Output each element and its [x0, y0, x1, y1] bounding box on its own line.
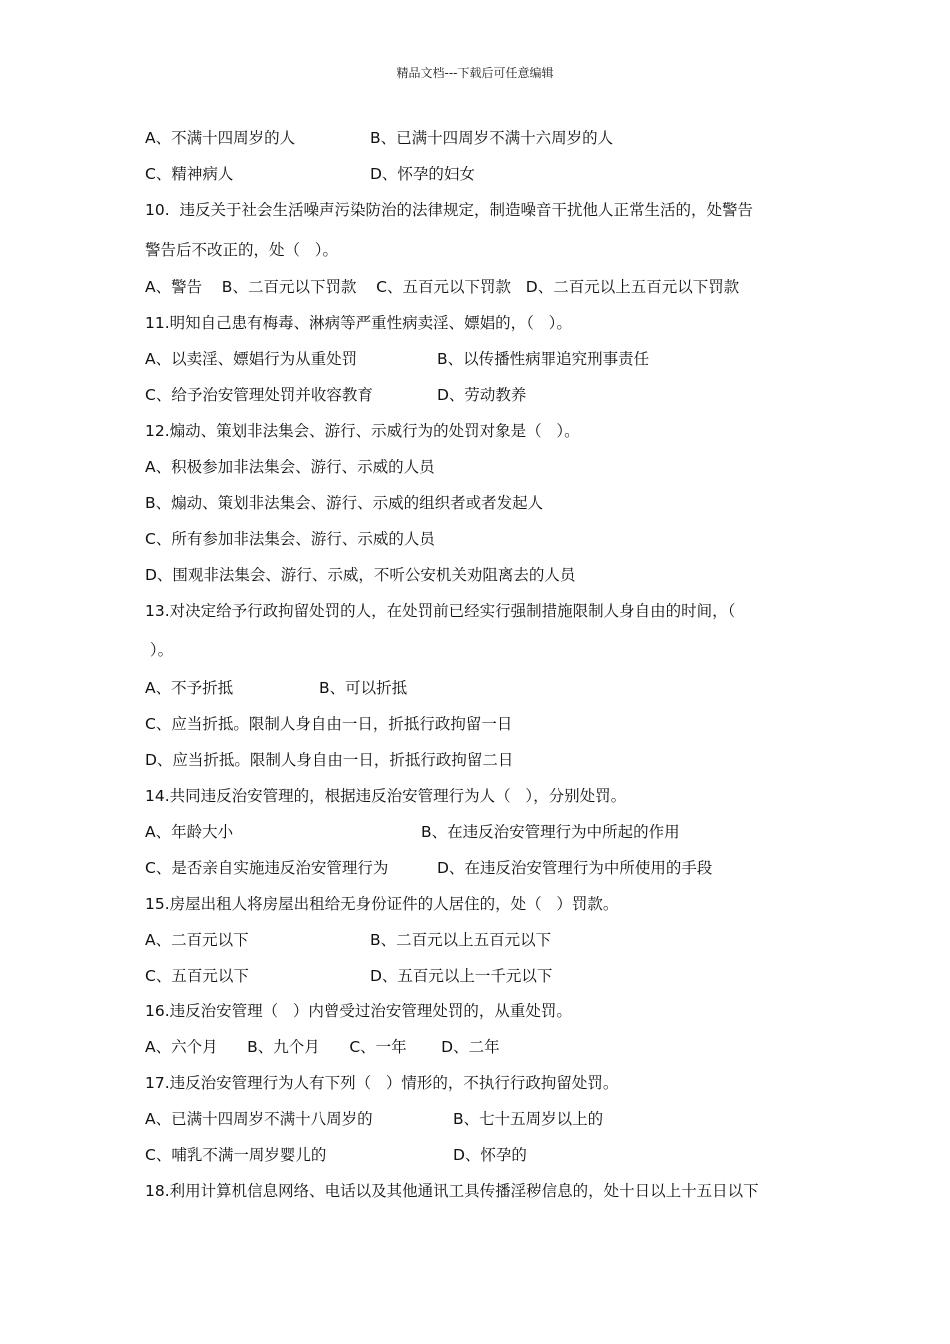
text-line: 14.共同违反治安管理的，根据违反治安管理行为人（ ），分别处罚。 [145, 787, 627, 805]
text-line: C、五百元以下 D、五百元以上一千元以下 [145, 967, 553, 985]
text-line: 13.对决定给予行政拘留处罚的人，在处罚前已经实行强制措施限制人身自由的时间，（ [145, 602, 736, 620]
text-line: A、警告 B、二百元以下罚款 C、五百元以下罚款 D、二百元以上五百元以下罚款 [145, 278, 740, 296]
text-line: A、二百元以下 B、二百元以上五百元以下 [145, 931, 552, 949]
text-line: 15.房屋出租人将房屋出租给无身份证件的人居住的，处（ ）罚款。 [145, 895, 619, 913]
text-line: D、围观非法集会、游行、示威，不听公安机关劝阻离去的人员 [145, 566, 576, 584]
text-line: A、六个月 B、九个月 C、一年 D、二年 [145, 1038, 500, 1056]
text-line: 18.利用计算机信息网络、电话以及其他通讯工具传播淫秽信息的，处十日以上十五日以下 [145, 1182, 759, 1200]
text-line: ）。 [145, 641, 174, 659]
text-line: C、是否亲自实施违反治安管理行为 D、在违反治安管理行为中所使用的手段 [145, 859, 713, 877]
text-line: 10. 违反关于社会生活噪声污染防治的法律规定，制造噪音干扰他人正常生活的，处警告 [145, 201, 754, 219]
text-line: 16.违反治安管理（ ）内曾受过治安管理处罚的，从重处罚。 [145, 1002, 572, 1020]
text-line: C、所有参加非法集会、游行、示威的人员 [145, 530, 435, 548]
text-line: A、积极参加非法集会、游行、示威的人员 [145, 458, 435, 476]
text-line: A、不满十四周岁的人 B、已满十四周岁不满十六周岁的人 [145, 129, 614, 147]
text-line: C、精神病人 D、怀孕的妇女 [145, 165, 475, 183]
text-line: C、给予治安管理处罚并收容教育 D、劳动教养 [145, 386, 527, 404]
page-header: 精品文档---下载后可任意编辑 [396, 66, 554, 80]
text-line: A、以卖淫、嫖娼行为从重处罚 B、以传播性病罪追究刑事责任 [145, 350, 650, 368]
text-line: A、已满十四周岁不满十八周岁的 B、七十五周岁以上的 [145, 1110, 604, 1128]
text-line: C、哺乳不满一周岁婴儿的 D、怀孕的 [145, 1146, 527, 1164]
text-line: 警告后不改正的，处（ ）。 [145, 241, 339, 259]
text-line: B、煽动、策划非法集会、游行、示威的组织者或者发起人 [145, 494, 544, 512]
text-line: 11.明知自己患有梅毒、淋病等严重性病卖淫、嫖娼的，（ ）。 [145, 314, 572, 332]
text-line: C、应当折抵。限制人身自由一日，折抵行政拘留一日 [145, 715, 513, 733]
text-line: 17.违反治安管理行为人有下列（ ）情形的，不执行行政拘留处罚。 [145, 1074, 619, 1092]
text-line: D、应当折抵。限制人身自由一日，折抵行政拘留二日 [145, 751, 514, 769]
text-line: A、年龄大小 B、在违反治安管理行为中所起的作用 [145, 823, 680, 841]
text-line: 12.煽动、策划非法集会、游行、示威行为的处罚对象是（ ）。 [145, 422, 580, 440]
text-line: A、不予折抵 B、可以折抵 [145, 679, 408, 697]
